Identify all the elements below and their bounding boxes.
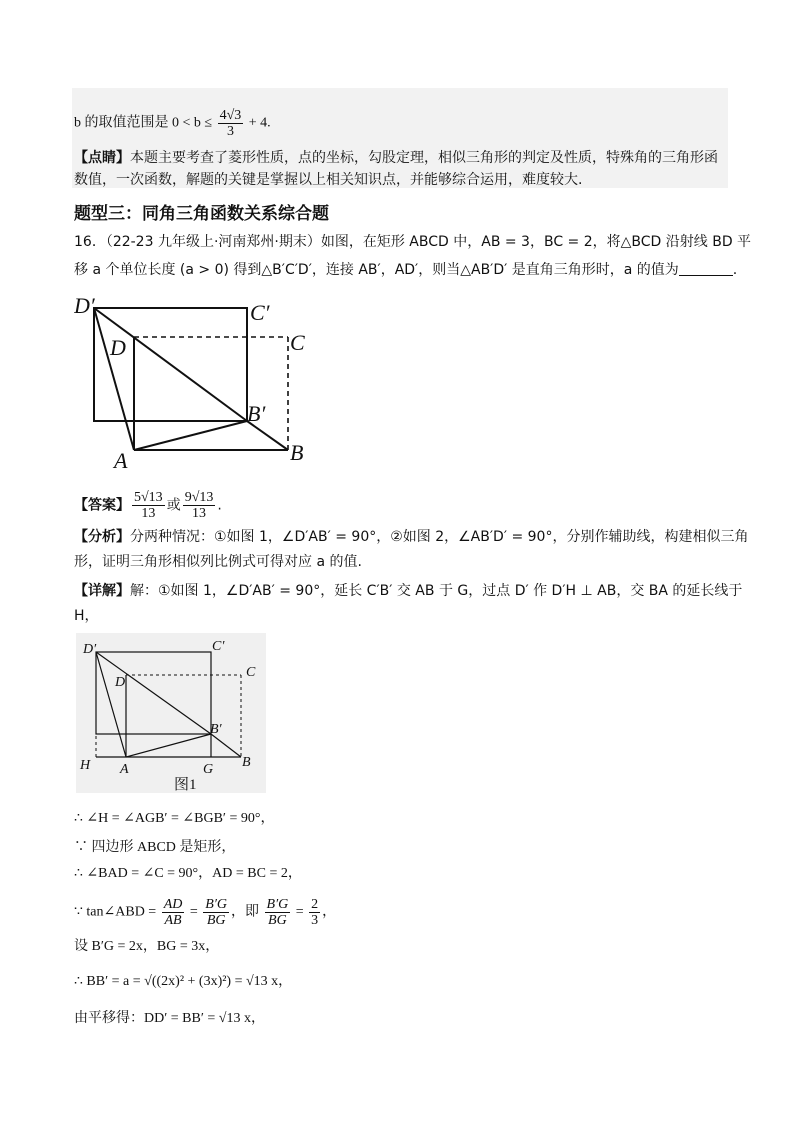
remark-text-2: 数值，一次函数，解题的关键是掌握以上相关知识点，并能够综合运用，难度较大.	[74, 172, 583, 188]
fig1-label-bp: B′	[210, 722, 222, 737]
fig1-label-cp: C′	[212, 639, 225, 654]
problem-line-1: 16．（22-23 九年级上·河南郑州·期末）如图，在矩形 ABCD 中，AB = 3，BC = 2，将△BCD 沿射线 BD 平	[74, 234, 752, 250]
detail-text-1: 解：①如图 1，∠D′AB′ = 90°，延长 C′B′ 交 AB 于 G，过点 D′ 作 D′H ⊥ AB，交 BA 的延长线于	[130, 583, 743, 599]
answer-f2-num: 9√13	[184, 490, 214, 505]
answer-f2-den: 13	[192, 506, 207, 521]
range-fraction	[218, 108, 244, 139]
step-4-f2-num: B′G	[205, 897, 228, 912]
step-4-end: ，	[322, 904, 337, 920]
figure-1-caption: 图1	[174, 777, 197, 793]
step-4-f4-num: 2	[311, 897, 319, 912]
range-frac-num: 4√3	[219, 108, 242, 123]
step-1: ∴ ∠H = ∠AGB′ = ∠BGB′ = 90°，	[74, 811, 275, 826]
step-4-f3-num: B′G	[266, 897, 289, 912]
label-a: A	[114, 448, 128, 471]
analysis-label: 【分析】	[74, 529, 130, 545]
fig1-label-h: H	[80, 758, 91, 773]
detail-line-1	[74, 581, 742, 601]
problem-text-2a: 移 a 个单位长度 (a > 0) 得到△B′C′D′，连接 AB′，AD′，则当△AB′D′ 是直角三角形时，a 的值为	[74, 262, 679, 278]
analysis-line-2: 形，证明三角形相似列比例式可得对应 a 的值.	[74, 554, 362, 570]
step-4-frac-2	[203, 897, 229, 928]
label-bp: B′	[247, 401, 266, 426]
detail-line-2: H，	[74, 608, 99, 624]
answer-blank	[679, 261, 733, 276]
analysis-line-1	[74, 527, 748, 547]
label-cp: C′	[250, 300, 270, 325]
section-title: 题型三：同角三角函数关系综合题	[74, 204, 329, 224]
step-4-frac-3	[265, 897, 291, 928]
step-4-f1-num: AD	[163, 897, 183, 912]
answer-or: 或	[166, 497, 181, 514]
segment-a-dp	[94, 308, 134, 450]
step-4-f1-den: AB	[164, 913, 182, 928]
remark-label: 【点睛】	[74, 150, 130, 166]
step-3: ∴ ∠BAD = ∠C = 90°，AD = BC = 2，	[74, 866, 302, 881]
problem-line-2	[74, 260, 737, 280]
answer-end: .	[217, 497, 222, 514]
step-6: ∴ BB′ = a = √((2x)² + (3x)²) = √13 x，	[74, 974, 293, 989]
answer-f1-den: 13	[141, 506, 156, 521]
segment-dp-bp	[94, 308, 247, 421]
step-4-prefix: ∵ tan∠ABD =	[74, 904, 160, 920]
fig1-label-dp: D′	[83, 642, 97, 657]
step-4-f2-den: BG	[206, 913, 226, 928]
fig1-label-d: D	[115, 675, 126, 690]
step-2: ∵ 四边形 ABCD 是矩形，	[74, 840, 236, 855]
figure-1-background	[76, 633, 266, 793]
answer-line	[74, 490, 222, 521]
answer-label: 【答案】	[74, 497, 130, 514]
fig1-label-b: B	[242, 755, 251, 770]
step-4	[74, 897, 336, 928]
analysis-text-1: 分两种情况：①如图 1，∠D′AB′ = 90°，②如图 2，∠AB′D′ = 90°，分别作辅助线，构建相似三角	[130, 529, 749, 545]
label-c: C	[290, 330, 305, 355]
step-4-eq: =	[186, 904, 202, 920]
step-5: 设 B′G = 2x，BG = 3x，	[74, 939, 220, 954]
problem-text-2b: .	[732, 262, 738, 278]
figure-1	[76, 633, 266, 793]
step-4-f4-den: 3	[311, 913, 319, 928]
step-4-mid: ，即	[231, 904, 263, 920]
range-statement	[74, 108, 271, 139]
range-frac-den: 3	[226, 124, 234, 139]
answer-fraction-1	[132, 490, 165, 521]
remark-text-1: 本题主要考查了菱形性质，点的坐标，勾股定理，相似三角形的判定及性质，特殊角的三角形函	[130, 150, 718, 166]
fig1-label-c: C	[246, 665, 256, 680]
step-7: 由平移得：DD′ = BB′ = √13 x，	[74, 1011, 265, 1026]
answer-f1-num: 5√13	[134, 490, 163, 505]
fig1-label-a: A	[120, 762, 129, 777]
answer-fraction-2	[183, 490, 216, 521]
step-4-eq2: =	[292, 904, 308, 920]
step-4-frac-4	[309, 897, 320, 928]
step-4-frac-1	[162, 897, 185, 928]
label-dp: D′	[74, 293, 95, 318]
detail-label: 【详解】	[74, 583, 130, 599]
segment-a-bp	[134, 421, 247, 450]
label-b: B	[290, 440, 304, 465]
range-prefix: b 的取值范围是 0 < b ≤	[74, 115, 216, 131]
remark-line-1	[74, 148, 718, 168]
problem-figure	[74, 293, 324, 471]
remark-line-2	[74, 170, 582, 190]
fig1-label-g: G	[203, 762, 214, 777]
label-d: D	[110, 335, 126, 360]
range-suffix: + 4.	[245, 115, 271, 131]
step-4-f3-den: BG	[268, 913, 287, 928]
